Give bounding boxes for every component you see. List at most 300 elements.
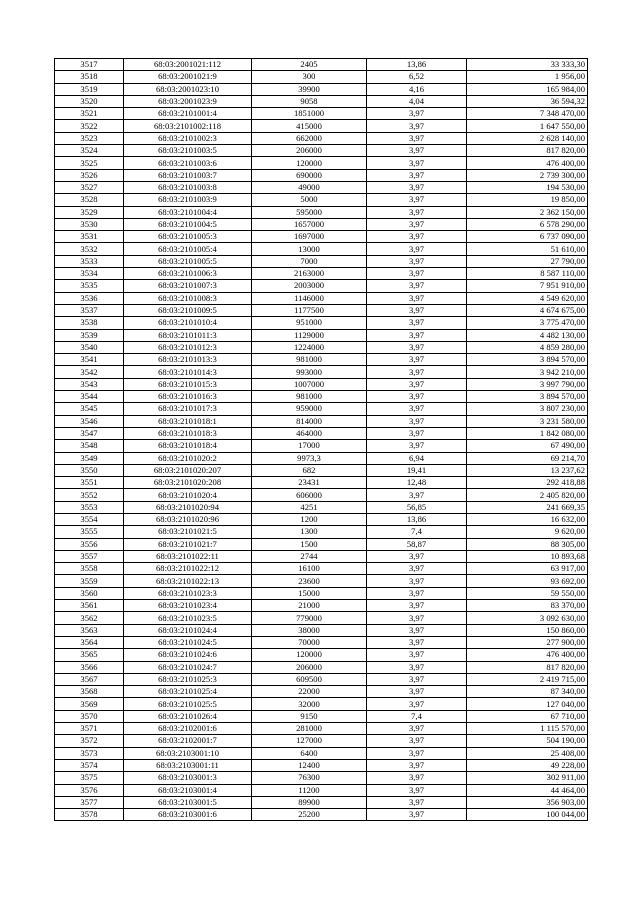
table-row (55, 108, 588, 120)
rate-cell: 3,97 (367, 329, 467, 341)
area-cell: 70000 (252, 636, 367, 648)
cadastral-number-cell: 68:03:2101003:6 (124, 157, 252, 169)
cadastral-number-cell: 68:03:2101020:2 (124, 452, 252, 464)
value-cell: 93 692,00 (467, 575, 588, 587)
cadastral-number-cell: 68:03:2101002:118 (124, 120, 252, 132)
cadastral-number-cell: 68:03:2101018:1 (124, 415, 252, 427)
row-number-cell: 3536 (55, 292, 124, 304)
cadastral-number-cell: 68:03:2101006:3 (124, 268, 252, 280)
row-number-cell: 3549 (55, 452, 124, 464)
table-row (55, 526, 588, 538)
area-cell: 993000 (252, 366, 367, 378)
cadastral-number-cell: 68:03:2101025:5 (124, 698, 252, 710)
value-cell: 8 587 110,00 (467, 268, 588, 280)
value-cell: 1 842 080,00 (467, 427, 588, 439)
row-number-cell: 3548 (55, 440, 124, 452)
table-row (55, 501, 588, 513)
row-number-cell: 3553 (55, 501, 124, 513)
row-number-cell: 3519 (55, 83, 124, 95)
row-number-cell: 3522 (55, 120, 124, 132)
cadastral-number-cell: 68:03:2101024:5 (124, 636, 252, 648)
row-number-cell: 3561 (55, 600, 124, 612)
area-cell: 11200 (252, 784, 367, 796)
row-number-cell: 3534 (55, 268, 124, 280)
value-cell: 100 044,00 (467, 809, 588, 821)
value-cell: 277 900,00 (467, 636, 588, 648)
value-cell: 2 405 820,00 (467, 489, 588, 501)
value-cell: 13 237,62 (467, 464, 588, 476)
value-cell: 292 418,88 (467, 477, 588, 489)
rate-cell: 3,97 (367, 206, 467, 218)
cadastral-number-cell: 68:03:2103001:6 (124, 809, 252, 821)
area-cell: 12400 (252, 759, 367, 771)
rate-cell: 3,97 (367, 341, 467, 353)
cadastral-number-cell: 68:03:2101023:3 (124, 587, 252, 599)
cadastral-number-cell: 68:03:2103001:10 (124, 747, 252, 759)
table-row (55, 317, 588, 329)
cadastral-number-cell: 68:03:2101011:3 (124, 329, 252, 341)
rate-cell: 3,97 (367, 366, 467, 378)
cadastral-number-cell: 68:03:2101018:4 (124, 440, 252, 452)
area-cell: 15000 (252, 587, 367, 599)
row-number-cell: 3577 (55, 796, 124, 808)
rate-cell: 13,86 (367, 59, 467, 71)
cadastral-number-cell: 68:03:2101003:7 (124, 169, 252, 181)
row-number-cell: 3551 (55, 477, 124, 489)
row-number-cell: 3573 (55, 747, 124, 759)
area-cell: 21000 (252, 600, 367, 612)
row-number-cell: 3544 (55, 391, 124, 403)
table-row (55, 600, 588, 612)
table-row (55, 710, 588, 722)
row-number-cell: 3556 (55, 538, 124, 550)
value-cell: 302 911,00 (467, 772, 588, 784)
rate-cell: 3,97 (367, 391, 467, 403)
cadastral-number-cell: 68:03:2101002:3 (124, 132, 252, 144)
table-body (55, 59, 588, 821)
table-row (55, 120, 588, 132)
rate-cell: 7,4 (367, 526, 467, 538)
area-cell: 981000 (252, 391, 367, 403)
row-number-cell: 3525 (55, 157, 124, 169)
area-cell: 6400 (252, 747, 367, 759)
rate-cell: 3,97 (367, 587, 467, 599)
rate-cell: 6,94 (367, 452, 467, 464)
table-row (55, 354, 588, 366)
rate-cell: 3,97 (367, 194, 467, 206)
rate-cell: 3,97 (367, 181, 467, 193)
value-cell: 4 859 280,00 (467, 341, 588, 353)
area-cell: 206000 (252, 145, 367, 157)
rate-cell: 3,97 (367, 636, 467, 648)
table-row (55, 440, 588, 452)
cadastral-number-cell: 68:03:2101025:4 (124, 686, 252, 698)
rate-cell: 13,86 (367, 513, 467, 525)
row-number-cell: 3564 (55, 636, 124, 648)
rate-cell: 19,41 (367, 464, 467, 476)
value-cell: 150 860,00 (467, 624, 588, 636)
row-number-cell: 3562 (55, 612, 124, 624)
value-cell: 2 628 140,00 (467, 132, 588, 144)
area-cell: 609500 (252, 673, 367, 685)
rate-cell: 3,97 (367, 145, 467, 157)
row-number-cell: 3568 (55, 686, 124, 698)
value-cell: 1 647 550,00 (467, 120, 588, 132)
table-row (55, 747, 588, 759)
value-cell: 3 997 790,00 (467, 378, 588, 390)
value-cell: 3 775 470,00 (467, 317, 588, 329)
cadastral-number-cell: 68:03:2103001:11 (124, 759, 252, 771)
area-cell: 9150 (252, 710, 367, 722)
cadastral-number-cell: 68:03:2101020:4 (124, 489, 252, 501)
rate-cell: 3,97 (367, 735, 467, 747)
rate-cell: 3,97 (367, 108, 467, 120)
area-cell: 682 (252, 464, 367, 476)
table-row (55, 378, 588, 390)
cadastral-number-cell: 68:03:2101017:3 (124, 403, 252, 415)
value-cell: 67 710,00 (467, 710, 588, 722)
value-cell: 817 820,00 (467, 145, 588, 157)
table-row (55, 464, 588, 476)
area-cell: 49000 (252, 181, 367, 193)
value-cell: 504 190,00 (467, 735, 588, 747)
row-number-cell: 3572 (55, 735, 124, 747)
area-cell: 5000 (252, 194, 367, 206)
value-cell: 51 610,00 (467, 243, 588, 255)
area-cell: 9973,3 (252, 452, 367, 464)
row-number-cell: 3537 (55, 304, 124, 316)
area-cell: 1129000 (252, 329, 367, 341)
value-cell: 67 490,00 (467, 440, 588, 452)
value-cell: 3 894 570,00 (467, 354, 588, 366)
table-row (55, 280, 588, 292)
value-cell: 2 739 300,00 (467, 169, 588, 181)
table-row (55, 686, 588, 698)
cadastral-number-cell: 68:03:2101020:207 (124, 464, 252, 476)
table-row (55, 587, 588, 599)
table-row (55, 563, 588, 575)
table-row (55, 403, 588, 415)
cadastral-number-cell: 68:03:2101022:12 (124, 563, 252, 575)
area-cell: 1007000 (252, 378, 367, 390)
cadastral-number-cell: 68:03:2101024:6 (124, 649, 252, 661)
area-cell: 23600 (252, 575, 367, 587)
value-cell: 1 956,00 (467, 71, 588, 83)
area-cell: 39900 (252, 83, 367, 95)
row-number-cell: 3554 (55, 513, 124, 525)
area-cell: 2744 (252, 550, 367, 562)
area-cell: 779000 (252, 612, 367, 624)
row-number-cell: 3560 (55, 587, 124, 599)
cadastral-number-cell: 68:03:2001021:9 (124, 71, 252, 83)
table-row (55, 366, 588, 378)
area-cell: 951000 (252, 317, 367, 329)
area-cell: 814000 (252, 415, 367, 427)
cadastral-number-cell: 68:03:2101004:4 (124, 206, 252, 218)
rate-cell: 3,97 (367, 304, 467, 316)
row-number-cell: 3527 (55, 181, 124, 193)
rate-cell: 3,97 (367, 796, 467, 808)
table-row (55, 231, 588, 243)
value-cell: 83 370,00 (467, 600, 588, 612)
row-number-cell: 3533 (55, 255, 124, 267)
rate-cell: 3,97 (367, 809, 467, 821)
table-row (55, 218, 588, 230)
value-cell: 476 400,00 (467, 157, 588, 169)
area-cell: 1851000 (252, 108, 367, 120)
table-row (55, 292, 588, 304)
row-number-cell: 3569 (55, 698, 124, 710)
area-cell: 300 (252, 71, 367, 83)
table-row (55, 181, 588, 193)
row-number-cell: 3539 (55, 329, 124, 341)
row-number-cell: 3571 (55, 723, 124, 735)
table-row (55, 477, 588, 489)
value-cell: 63 917,00 (467, 563, 588, 575)
table-row (55, 772, 588, 784)
area-cell: 4251 (252, 501, 367, 513)
row-number-cell: 3552 (55, 489, 124, 501)
area-cell: 22000 (252, 686, 367, 698)
area-cell: 606000 (252, 489, 367, 501)
area-cell: 89900 (252, 796, 367, 808)
table-row (55, 452, 588, 464)
value-cell: 4 482 130,00 (467, 329, 588, 341)
row-number-cell: 3570 (55, 710, 124, 722)
table-row (55, 304, 588, 316)
value-cell: 36 594,32 (467, 95, 588, 107)
rate-cell: 3,97 (367, 292, 467, 304)
cadastral-number-cell: 68:03:2101022:13 (124, 575, 252, 587)
area-cell: 2405 (252, 59, 367, 71)
row-number-cell: 3545 (55, 403, 124, 415)
value-cell: 59 550,00 (467, 587, 588, 599)
rate-cell: 3,97 (367, 280, 467, 292)
rate-cell: 6,52 (367, 71, 467, 83)
area-cell: 17000 (252, 440, 367, 452)
area-cell: 120000 (252, 157, 367, 169)
rate-cell: 3,97 (367, 649, 467, 661)
value-cell: 2 362 150,00 (467, 206, 588, 218)
cadastral-number-cell: 68:03:2101014:3 (124, 366, 252, 378)
row-number-cell: 3520 (55, 95, 124, 107)
cadastral-number-cell: 68:03:2101025:3 (124, 673, 252, 685)
rate-cell: 3,97 (367, 268, 467, 280)
cadastral-number-cell: 68:03:2001023:9 (124, 95, 252, 107)
row-number-cell: 3574 (55, 759, 124, 771)
value-cell: 16 632,00 (467, 513, 588, 525)
area-cell: 2163000 (252, 268, 367, 280)
table-row (55, 661, 588, 673)
cadastral-number-cell: 68:03:2101004:5 (124, 218, 252, 230)
table-row (55, 415, 588, 427)
value-cell: 356 903,00 (467, 796, 588, 808)
value-cell: 127 040,00 (467, 698, 588, 710)
value-cell: 3 894 570,00 (467, 391, 588, 403)
rate-cell: 3,97 (367, 723, 467, 735)
cadastral-number-cell: 68:03:2103001:5 (124, 796, 252, 808)
cadastral-number-cell: 68:03:2101005:4 (124, 243, 252, 255)
rate-cell: 3,97 (367, 661, 467, 673)
table-row (55, 427, 588, 439)
cadastral-number-cell: 68:03:2101003:9 (124, 194, 252, 206)
table-row (55, 796, 588, 808)
cadastral-number-cell: 68:03:2101023:5 (124, 612, 252, 624)
cadastral-number-cell: 68:03:2101018:3 (124, 427, 252, 439)
row-number-cell: 3547 (55, 427, 124, 439)
table-row (55, 194, 588, 206)
row-number-cell: 3550 (55, 464, 124, 476)
row-number-cell: 3521 (55, 108, 124, 120)
value-cell: 4 674 675,00 (467, 304, 588, 316)
table-row (55, 759, 588, 771)
value-cell: 87 340,00 (467, 686, 588, 698)
table-row (55, 391, 588, 403)
table-row (55, 169, 588, 181)
rate-cell: 3,97 (367, 698, 467, 710)
rate-cell: 3,97 (367, 612, 467, 624)
cadastral-number-cell: 68:03:2101008:3 (124, 292, 252, 304)
table-row (55, 575, 588, 587)
cadastral-number-cell: 68:03:2101023:4 (124, 600, 252, 612)
rate-cell: 56,85 (367, 501, 467, 513)
row-number-cell: 3541 (55, 354, 124, 366)
row-number-cell: 3532 (55, 243, 124, 255)
cadastral-number-cell: 68:03:2101024:7 (124, 661, 252, 673)
area-cell: 23431 (252, 477, 367, 489)
row-number-cell: 3546 (55, 415, 124, 427)
value-cell: 6 578 290,00 (467, 218, 588, 230)
rate-cell: 3,97 (367, 354, 467, 366)
table-row (55, 95, 588, 107)
rate-cell: 3,97 (367, 759, 467, 771)
area-cell: 38000 (252, 624, 367, 636)
area-cell: 2003000 (252, 280, 367, 292)
value-cell: 1 115 570,00 (467, 723, 588, 735)
area-cell: 9058 (252, 95, 367, 107)
table-row (55, 636, 588, 648)
row-number-cell: 3538 (55, 317, 124, 329)
row-number-cell: 3555 (55, 526, 124, 538)
table-row (55, 489, 588, 501)
area-cell: 662000 (252, 132, 367, 144)
table-row (55, 71, 588, 83)
cadastral-value-table (54, 58, 588, 821)
rate-cell: 3,97 (367, 231, 467, 243)
cadastral-number-cell: 68:03:2101003:8 (124, 181, 252, 193)
table-row (55, 329, 588, 341)
row-number-cell: 3535 (55, 280, 124, 292)
area-cell: 464000 (252, 427, 367, 439)
cadastral-number-cell: 68:03:2101016:3 (124, 391, 252, 403)
rate-cell: 3,97 (367, 415, 467, 427)
value-cell: 194 530,00 (467, 181, 588, 193)
rate-cell: 3,97 (367, 317, 467, 329)
value-cell: 7 348 470,00 (467, 108, 588, 120)
area-cell: 959000 (252, 403, 367, 415)
rate-cell: 3,97 (367, 218, 467, 230)
value-cell: 10 893,68 (467, 550, 588, 562)
rate-cell: 3,97 (367, 120, 467, 132)
document-page (54, 58, 587, 821)
row-number-cell: 3565 (55, 649, 124, 661)
value-cell: 3 231 580,00 (467, 415, 588, 427)
value-cell: 88 305,00 (467, 538, 588, 550)
cadastral-number-cell: 68:03:2101012:3 (124, 341, 252, 353)
area-cell: 7000 (252, 255, 367, 267)
row-number-cell: 3518 (55, 71, 124, 83)
row-number-cell: 3530 (55, 218, 124, 230)
rate-cell: 3,97 (367, 575, 467, 587)
table-row (55, 723, 588, 735)
rate-cell: 4,04 (367, 95, 467, 107)
row-number-cell: 3578 (55, 809, 124, 821)
table-row (55, 649, 588, 661)
area-cell: 1146000 (252, 292, 367, 304)
cadastral-number-cell: 68:03:2001021:112 (124, 59, 252, 71)
rate-cell: 4,16 (367, 83, 467, 95)
rate-cell: 3,97 (367, 378, 467, 390)
area-cell: 120000 (252, 649, 367, 661)
rate-cell: 3,97 (367, 673, 467, 685)
area-cell: 1657000 (252, 218, 367, 230)
area-cell: 1300 (252, 526, 367, 538)
table-row (55, 145, 588, 157)
area-cell: 595000 (252, 206, 367, 218)
value-cell: 7 951 910,00 (467, 280, 588, 292)
table-row (55, 132, 588, 144)
row-number-cell: 3517 (55, 59, 124, 71)
table-row (55, 735, 588, 747)
row-number-cell: 3559 (55, 575, 124, 587)
table-row (55, 809, 588, 821)
cadastral-number-cell: 68:03:2101015:3 (124, 378, 252, 390)
row-number-cell: 3526 (55, 169, 124, 181)
rate-cell: 3,97 (367, 255, 467, 267)
table-row (55, 673, 588, 685)
value-cell: 9 620,00 (467, 526, 588, 538)
cadastral-number-cell: 68:03:2101005:5 (124, 255, 252, 267)
table-row (55, 268, 588, 280)
rate-cell: 3,97 (367, 132, 467, 144)
value-cell: 25 408,00 (467, 747, 588, 759)
area-cell: 1697000 (252, 231, 367, 243)
rate-cell: 3,97 (367, 440, 467, 452)
value-cell: 27 790,00 (467, 255, 588, 267)
cadastral-number-cell: 68:03:2001023:10 (124, 83, 252, 95)
rate-cell: 3,97 (367, 169, 467, 181)
cadastral-number-cell: 68:03:2101005:3 (124, 231, 252, 243)
row-number-cell: 3531 (55, 231, 124, 243)
cadastral-number-cell: 68:03:2101010:4 (124, 317, 252, 329)
value-cell: 476 400,00 (467, 649, 588, 661)
cadastral-number-cell: 68:03:2101021:5 (124, 526, 252, 538)
area-cell: 1177500 (252, 304, 367, 316)
rate-cell: 3,97 (367, 157, 467, 169)
rate-cell: 58,87 (367, 538, 467, 550)
value-cell: 33 333,30 (467, 59, 588, 71)
rate-cell: 3,97 (367, 427, 467, 439)
value-cell: 165 984,00 (467, 83, 588, 95)
value-cell: 69 214,70 (467, 452, 588, 464)
area-cell: 76300 (252, 772, 367, 784)
cadastral-number-cell: 68:03:2101020:96 (124, 513, 252, 525)
area-cell: 415000 (252, 120, 367, 132)
value-cell: 3 942 210,00 (467, 366, 588, 378)
cadastral-number-cell: 68:03:2101001:4 (124, 108, 252, 120)
area-cell: 1200 (252, 513, 367, 525)
value-cell: 2 419 715,00 (467, 673, 588, 685)
